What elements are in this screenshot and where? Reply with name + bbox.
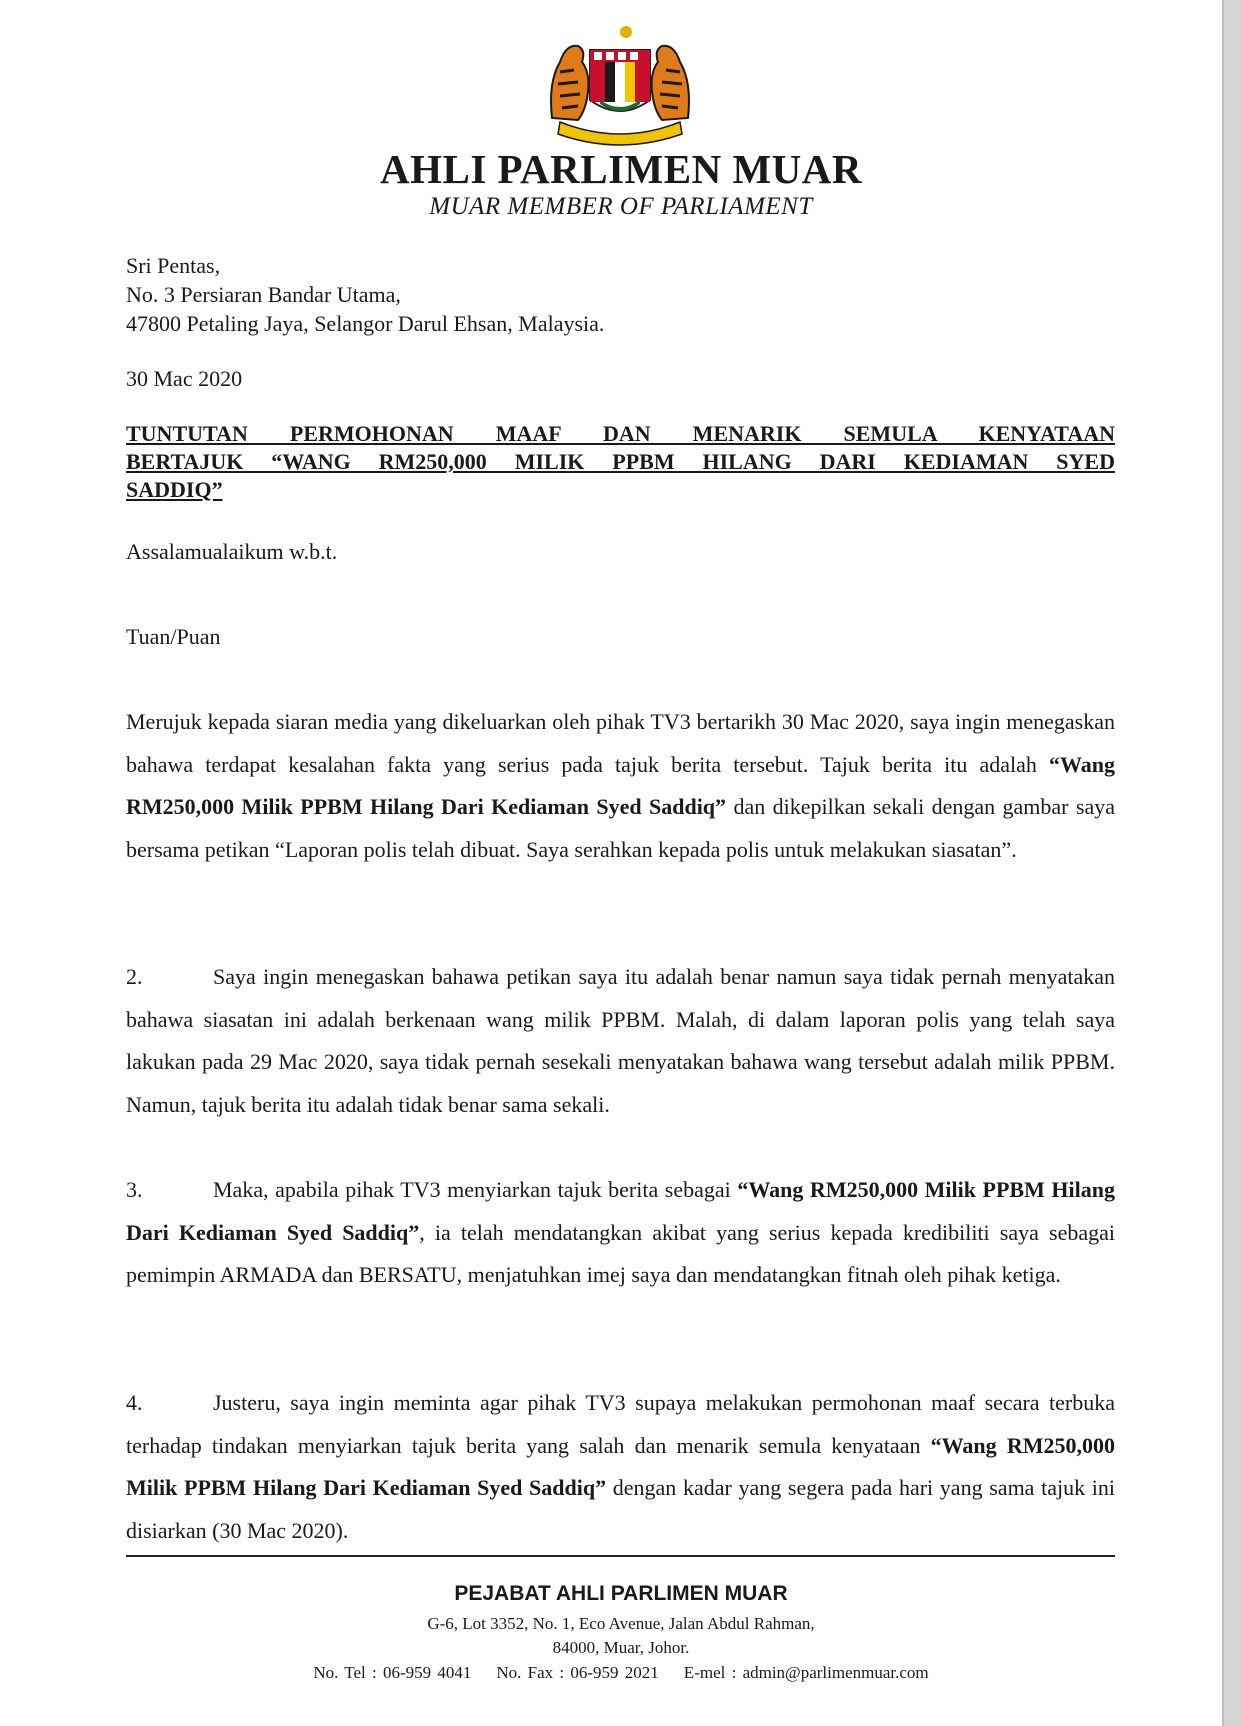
subject-heading [126,420,1115,504]
subject-line: TUNTUTAN PERMOHONAN MAAF DAN MENARIK SEMULA KENYATAAN [126,421,1115,446]
paragraph-text: Saya ingin menegaskan bahawa petikan saya itu adalah benar namun saya tidak pernah menyatakan bahawa siasatan ini adalah berkenaan wang milik PPBM. Malah, di dalam laporan polis yang telah saya lakukan pada 29 Mac 2020, saya tidak pernah sesekali menyatakan bahawa wang tersebut adalah milik PPBM. Namun, tajuk berita itu adalah tidak benar sama sekali. [126,964,1115,1117]
letter-date: 30 Mac 2020 [126,366,243,391]
paragraph-text: Merujuk kepada siaran media yang dikeluarkan oleh pihak TV3 bertarikh 30 Mac 2020, saya ingin menegaskan bahawa terdapat kesalahan fakta yang serius pada tajuk berita tersebut. Tajuk berita itu adalah [126,709,1115,777]
paragraph-text: dan dikepilkan sekali dengan gambar saya bersama petikan “Laporan polis telah dibuat. Saya serahkan kepada polis untuk melakukan siasatan”. [126,794,1115,862]
paragraph-number: 3. [126,1177,143,1202]
footer-title: PEJABAT AHLI PARLIMEN MUAR [454,1582,788,1605]
paragraph-number: 2. [126,964,143,989]
subject-line: SADDIQ” [126,477,223,502]
footer-contact-line: No. Tel : 06-959 4041 No. Fax : 06-959 2021 E-mel : admin@parlimenmuar.com [313,1663,929,1682]
paragraph-text: Justeru, saya ingin meminta agar pihak TV3 supaya melakukan permohonan maaf secara terbuka terhadap tindakan menyiarkan tajuk berita yang salah dan menarik semula kenyataan [126,1390,1115,1458]
quoted-headline: “Wang RM250,000 Milik PPBM Hilang Dari Kediaman Syed Saddiq” [126,751,1115,819]
paragraph-2 [126,956,1115,1126]
malaysia-coat-of-arms-icon [542,22,698,146]
paragraph-text: dengan kadar yang segera pada hari yang sama tajuk ini disiarkan (30 Mac 2020). [126,1475,1115,1543]
footer-address-line: G-6, Lot 3352, No. 1, Eco Avenue, Jalan Abdul Rahman, [427,1614,815,1633]
subject-line: BERTAJUK “WANG RM250,000 MILIK PPBM HILANG DARI KEDIAMAN SYED [126,449,1115,474]
letterhead-title: AHLI PARLIMEN MUAR [379,146,862,192]
address-line: Sri Pentas, [126,253,221,278]
paragraph-text: , ia telah mendatangkan akibat yang serius kepada kredibiliti saya sebagai pemimpin ARMADA dan BERSATU, menjatuhkan imej saya dan mendatangkan fitnah oleh pihak ketiga. [126,1219,1115,1287]
paragraph [126,701,1115,871]
footer-divider [126,1555,1115,1557]
paragraph-text: Maka, apabila pihak TV3 menyiarkan tajuk berita sebagai [213,1177,738,1202]
letterhead-subtitle: MUAR MEMBER OF PARLIAMENT [429,193,813,220]
recipient-address [126,251,1115,338]
page-edge-shadow [1224,0,1242,1726]
footer-address-line: 84000, Muar, Johor. [552,1638,690,1657]
salutation: Assalamualaikum w.b.t. [126,539,338,564]
paragraph-3 [126,1169,1115,1297]
quoted-headline: “Wang RM250,000 Milik PPBM Hilang Dari Kediaman Syed Saddiq” [126,1432,1115,1500]
quoted-headline: “Wang RM250,000 Milik PPBM Hilang Dari Kediaman Syed Saddiq” [126,1177,1115,1245]
address-line: 47800 Petaling Jaya, Selangor Darul Ehsan, Malaysia. [126,311,605,336]
paragraph-number: 4. [126,1390,143,1415]
paragraph-4 [126,1382,1115,1552]
greeting: Tuan/Puan [126,624,221,649]
address-line: No. 3 Persiaran Bandar Utama, [126,282,401,307]
